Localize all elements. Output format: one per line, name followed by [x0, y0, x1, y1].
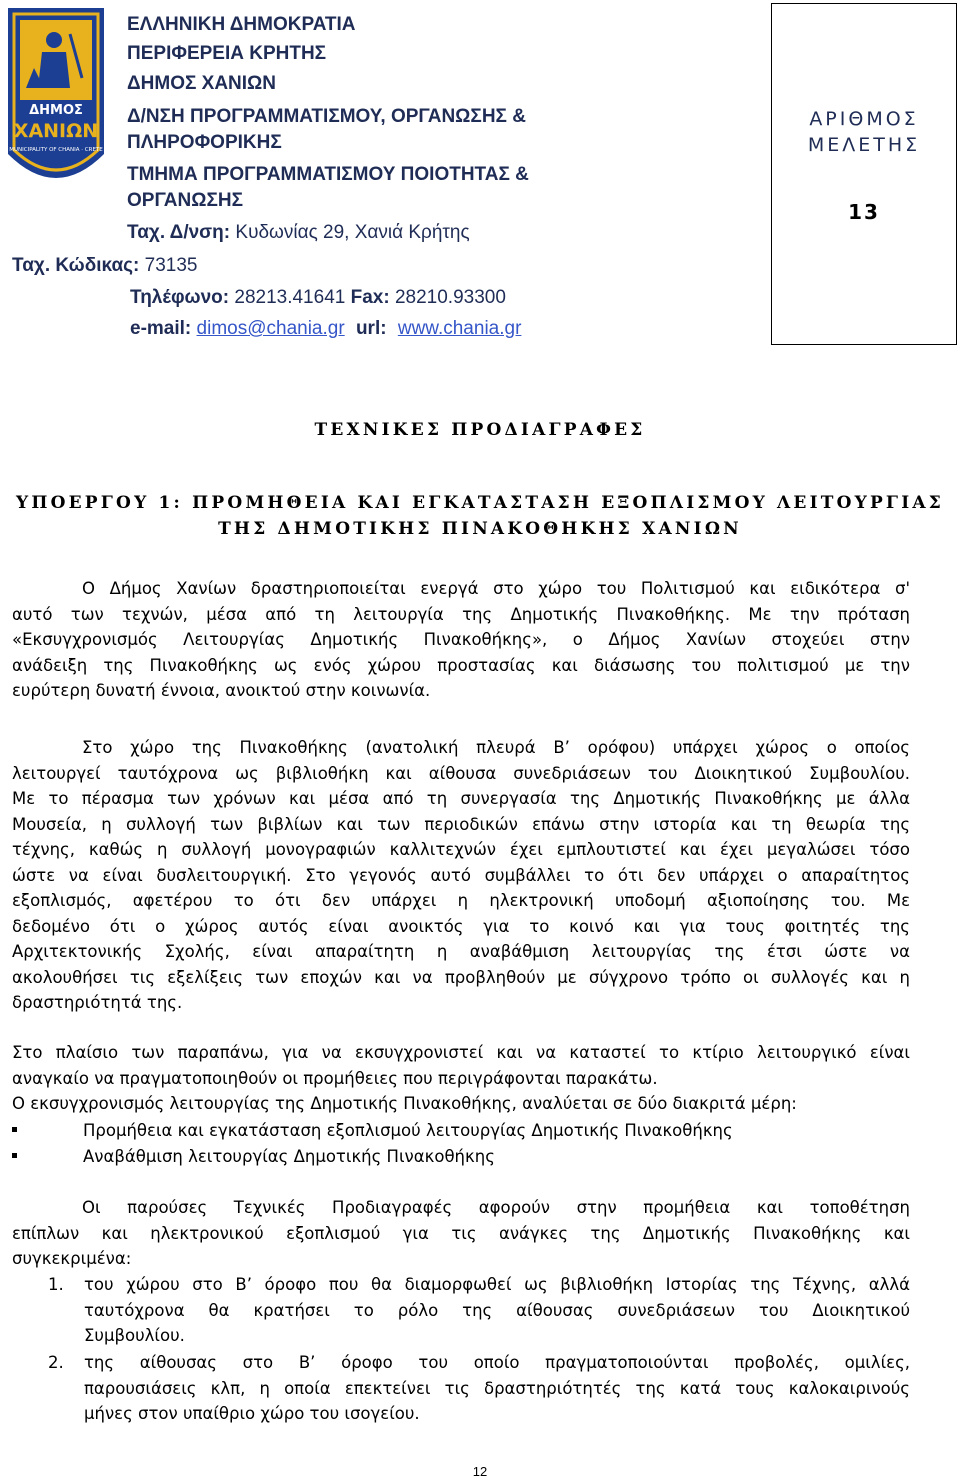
- paragraph-line: ώστε να είναι δυσλειτουργική. Στο γεγονός αυτό συμβάλλει το ότι δεν υπάρχει ο απαραίτητος: [12, 865, 910, 885]
- paragraph-line: Οι παρούσες Τεχνικές Προδιαγραφές αφορούν στην προμήθεια και τοποθέτηση: [82, 1198, 910, 1217]
- subtitle-line1: ΥΠΟΕΡΓΟΥ 1: ΠΡΟΜΗΘΕΙΑ ΚΑΙ ΕΓΚΑΤΑΣΤΑΣΗ ΕΞΟΠΛΙΣΜΟΥ ΛΕΙΤΟΥΡΓΙΑΣ: [16, 493, 944, 513]
- paragraph-line: Ο Δήμος Χανίων δραστηριοποιείται ενεργά στο χώρο του Πολιτισμού και ειδικότερα σ': [82, 579, 910, 598]
- phone-label: Τηλέφωνο:: [130, 287, 230, 308]
- paragraph-line: Στο χώρο της Πινακοθήκης (ανατολική πλευρά Β’ ορόφου) υπάρχει χώρος ο οποίος: [82, 738, 910, 757]
- item-number: 2.: [48, 1353, 64, 1372]
- header-directorate: Δ/ΝΣΗ ΠΡΟΓΡΑΜΜΑΤΙΣΜΟΥ, ΟΡΓΑΝΩΣΗΣ &: [127, 106, 526, 127]
- header-contacts: [130, 316, 521, 342]
- paragraph-line: Αρχιτεκτονικής Σχολής, είναι απαραίτητη η αναβάθμιση λειτουργίας της έτσι ώστε να: [12, 942, 910, 961]
- postal-value: 73135: [144, 255, 198, 276]
- paragraph-line: «Εκσυγχρονισμός Λειτουργίας Δημοτικής Πινακοθήκης», ο Δήμος Χανίων στοχεύει στην: [12, 630, 910, 649]
- svg-text:ΔΗΜΟΣ: ΔΗΜΟΣ: [29, 103, 83, 118]
- item-line: του χώρου στο Β’ όροφο που θα διαμορφωθεί ως βιβλιοθήκη Ιστορίας της Τέχνης, αλλά: [84, 1275, 910, 1294]
- numbered-item-1: [48, 1272, 910, 1350]
- phone-value: 28213.41641: [234, 287, 346, 308]
- study-number: 13: [848, 200, 880, 224]
- bullet-item: Αναβάθμιση λειτουργίας Δημοτικής Πινακοθήκης: [12, 1144, 495, 1170]
- header-country: ΕΛΛΗΝΙΚΗ ΔΗΜΟΚΡΑΤΙΑ: [127, 14, 356, 35]
- paragraph-line: αναγκαίο να πραγματοποιηθούν οι προμήθειες που περιγράφονται παρακάτω.: [12, 1068, 658, 1088]
- study-number-box: [771, 3, 957, 345]
- paragraph-line: Μουσεία, η συλλογή των βιβλίων και των περιοδικών επάνω στην ιστορία και τη θεωρία της: [12, 814, 910, 834]
- bullet-square-icon: [12, 1127, 17, 1132]
- url-label: url:: [355, 318, 387, 339]
- paragraph-1: [12, 576, 910, 704]
- item-line: παρουσιάσεις κλπ, η οποία επεκτείνει τις δραστηριότητές της κατά τους καλοκαιρινούς: [84, 1378, 910, 1398]
- item-line: μήνες στον υπαίθριο χώρο του ισογείου.: [84, 1404, 420, 1423]
- header-phone-fax: [130, 285, 506, 311]
- paragraph-line: δραστηριότητά της.: [12, 993, 183, 1012]
- address-value: Κυδωνίας 29, Χανιά Κρήτης: [235, 222, 470, 243]
- paragraph-line: τέχνης, καθώς η συλλογή μονογραφιών καλλιτεχνών έχει εμπλουτιστεί και έχει μεγαλώσει τόσο: [12, 840, 910, 859]
- numbered-item-2: [48, 1350, 910, 1428]
- bullet-square-icon: [12, 1153, 17, 1158]
- paragraph-line: εξοπλισμός, αφετέρου το ότι δεν υπάρχει η ηλεκτρονική υποδομή αξιοποίησης του. Με: [12, 891, 910, 910]
- header-department: ΤΜΗΜΑ ΠΡΟΓΡΑΜΜΑΤΙΣΜΟΥ ΠΟΙΟΤΗΤΑΣ &: [127, 164, 529, 185]
- item-line: Συμβουλίου.: [84, 1326, 185, 1345]
- postal-label: Ταχ. Κώδικας:: [12, 255, 140, 276]
- header-postal: [12, 253, 197, 279]
- paragraph-2: [12, 735, 910, 1016]
- paragraph-line: δεδομένο ότι ο χώρος αυτός είναι ανοικτός για το κοινό και για τους φοιτητές της: [12, 916, 910, 936]
- header-department-cont: ΟΡΓΑΝΩΣΗΣ: [127, 190, 244, 211]
- header-municipality: ΔΗΜΟΣ ΧΑΝΙΩΝ: [127, 73, 277, 94]
- paragraph-line: επίπλων και ηλεκτρονικού εξοπλισμού για τις ανάγκες της Δημοτικής Πινακοθήκης και: [12, 1223, 910, 1243]
- study-label-line2: ΜΕΛΕΤΗΣ: [807, 134, 921, 156]
- paragraph-line: συγκεκριμένα:: [12, 1249, 132, 1268]
- email-link[interactable]: dimos@chania.gr: [196, 318, 345, 339]
- municipality-logo: [4, 4, 108, 192]
- paragraph-line: ευρύτερη δυνατή έννοια, ανοικτού στην κοινωνία.: [12, 681, 431, 700]
- subtitle-line2: ΤΗΣ ΔΗΜΟΤΙΚΗΣ ΠΙΝΑΚΟΘΗΚΗΣ ΧΑΝΙΩΝ: [218, 519, 742, 539]
- fax-label: Fax:: [350, 287, 390, 308]
- item-line: ταυτόχρονα θα κρατήσει το ρόλο της αίθουσας συνεδριάσεων του Διοικητικού: [84, 1300, 910, 1320]
- document-title: ΤΕΧΝΙΚΕΣ ΠΡΟΔΙΑΓΡΑΦΕΣ: [314, 420, 646, 440]
- header-directorate-cont: ΠΛΗΡΟΦΟΡΙΚΗΣ: [127, 132, 282, 153]
- email-label: e-mail:: [130, 318, 192, 339]
- paragraph-line: ανάδειξη της Πινακοθήκης ως ενός χώρου προστασίας και διάσωσης του πολιτισμού με την: [12, 655, 910, 675]
- address-label: Ταχ. Δ/νση:: [127, 222, 231, 243]
- paragraph-line: λειτουργεί ταυτόχρονα ως βιβλιοθήκη και αίθουσα συνεδριάσεων του Διοικητικού Συμβουλίου.: [12, 763, 910, 783]
- paragraph-4: [12, 1195, 910, 1272]
- header-address: [127, 220, 470, 246]
- fax-value: 28210.93300: [394, 287, 506, 308]
- item-line: της αίθουσας στο Β’ όροφο του οποίο πραγματοποιούνται προβολές, ομιλίες,: [84, 1353, 910, 1372]
- header-region: ΠΕΡΙΦΕΡΕΙΑ ΚΡΗΤΗΣ: [127, 43, 327, 64]
- url-link[interactable]: www.chania.gr: [397, 318, 522, 339]
- paragraph-line: ακολουθήσει τις εξελίξεις των εποχών και να προβληθούν με σύγχρονο τρόπο οι συλλογές και η: [12, 967, 910, 987]
- paragraph-line: Στο πλαίσιο των παραπάνω, για να εκσυγχρονιστεί και να καταστεί το κτίριο λειτουργικό είναι: [12, 1043, 910, 1062]
- paragraph-line: αυτό των τεχνών, μέσα από τη λειτουργία της Δημοτικής Πινακοθήκης. Με την πρόταση: [12, 604, 910, 624]
- paragraph-3: [12, 1040, 910, 1117]
- paragraph-line: Ο εκσυγχρονισμός λειτουργίας της Δημοτικής Πινακοθήκης, αναλύεται σε δύο διακριτά μέρη:: [12, 1094, 797, 1113]
- item-number: 1.: [48, 1275, 64, 1294]
- paragraph-line: Με το πέρασμα των χρόνων και μέσα από τη συνεργασία της Δημοτικής Πινακοθήκης με άλλα: [12, 789, 910, 808]
- bullet-item: Προμήθεια και εγκατάσταση εξοπλισμού λειτουργίας Δημοτικής Πινακοθήκης: [12, 1118, 733, 1144]
- page-number: 12: [472, 1464, 488, 1479]
- svg-text:ΧΑΝΙΩΝ: ΧΑΝΙΩΝ: [13, 120, 99, 142]
- svg-text:MUNICIPALITY OF CHANIA · CRETE: MUNICIPALITY OF CHANIA · CRETE: [9, 147, 103, 153]
- study-label-line1: ΑΡΙΘΜΟΣ: [809, 108, 919, 130]
